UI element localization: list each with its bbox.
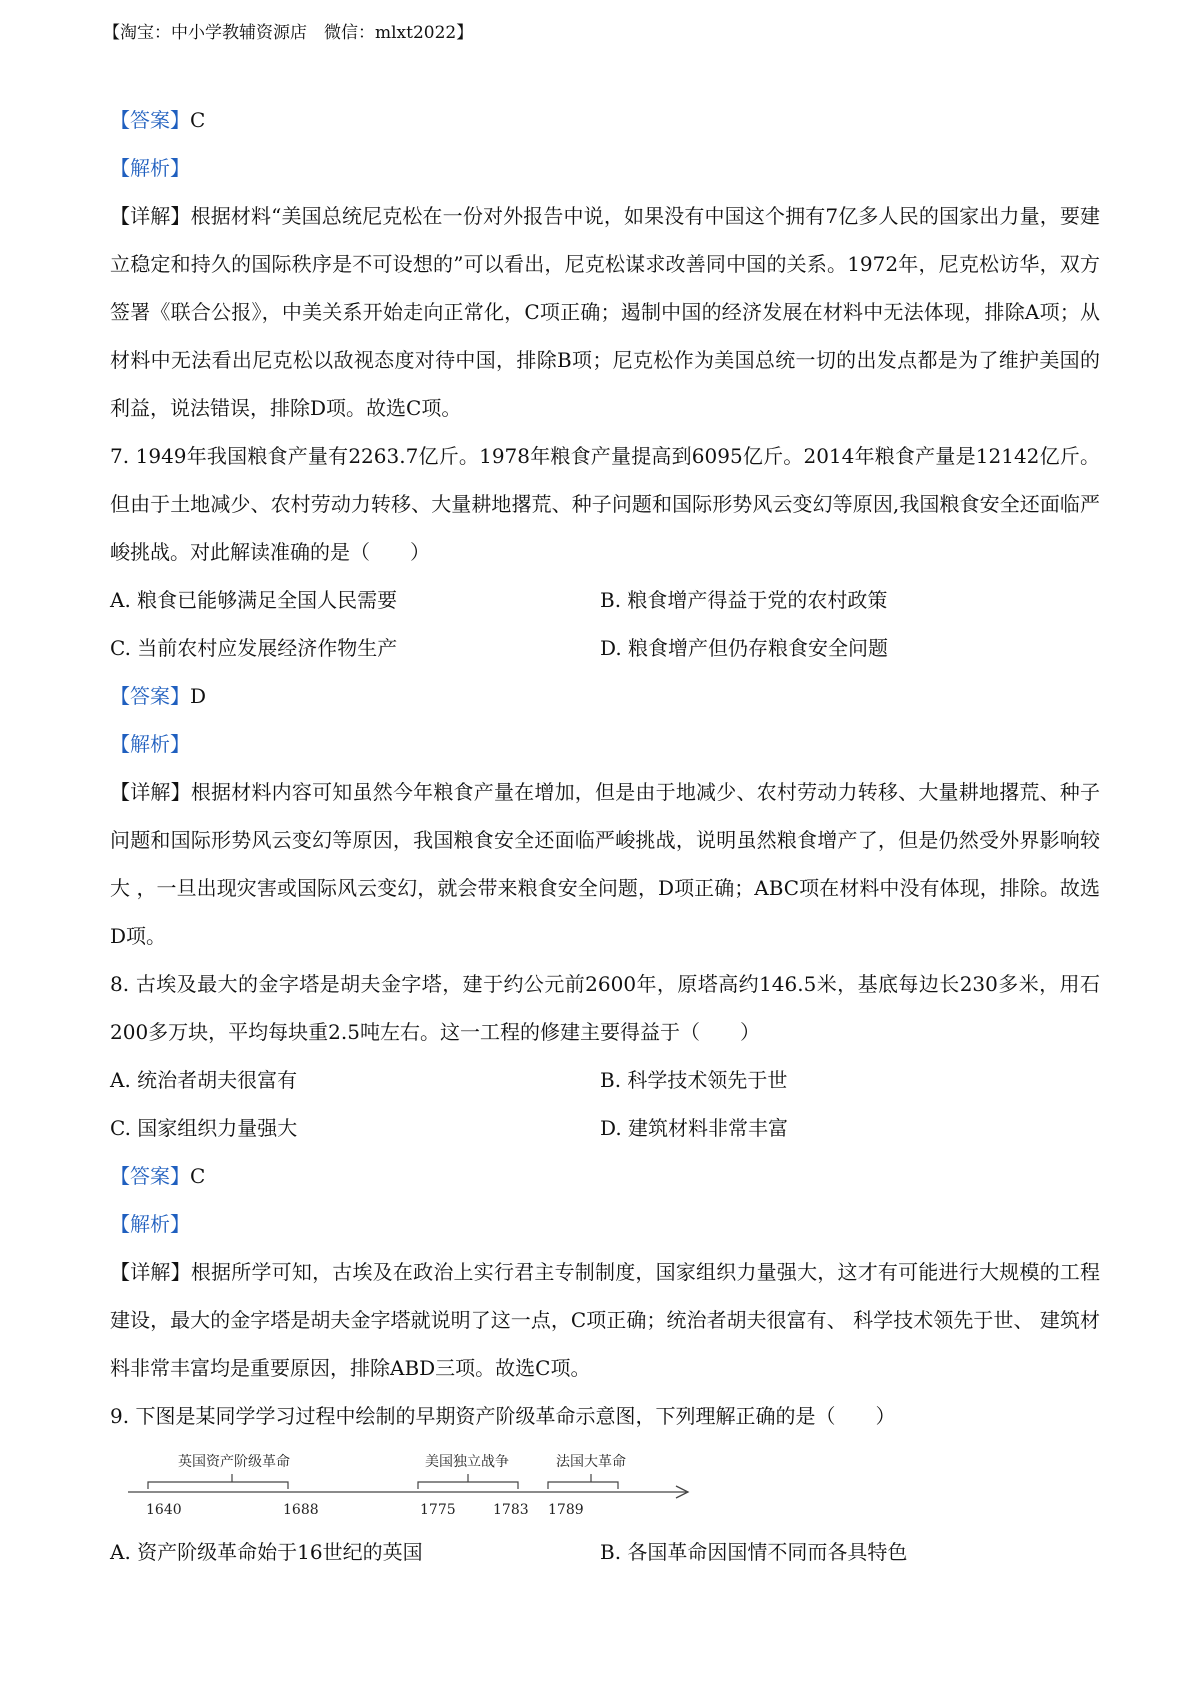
q6-analysis [110,144,1100,192]
q7-option-a: A. 粮食已能够满足全国人民需要 [110,588,398,612]
event-2-start: 1775 [420,1502,456,1518]
q8-answer [110,1152,1100,1200]
event-2-bracket [418,1482,518,1489]
event-3-start: 1789 [548,1502,584,1518]
answer-value: C [190,1164,206,1188]
revolution-timeline [110,1444,1100,1528]
answer-tag: 【答案】 [110,1164,190,1188]
answer-value: D [190,684,207,708]
q8-option-b: B. 科学技术领先于世 [600,1068,788,1092]
q8-option-a: A. 统治者胡夫很富有 [110,1068,298,1092]
analysis-tag: 【解析】 [110,1212,190,1236]
detail-tag: 【详解】 [110,204,191,228]
q9-option-b: B. 各国革命因国情不同而各具特色 [600,1540,908,1564]
q8-option-d: D. 建筑材料非常丰富 [600,1116,789,1140]
event-1-end: 1688 [283,1502,319,1518]
q8-stem: 8. 古埃及最大的金字塔是胡夫金字塔，建于约公元前2600年，原塔高约146.5米，基底每边长230多米，用石200多万块，平均每块重2.5吨左右。这一工程的修建主要得益于（ ） [110,972,1100,1044]
q9-stem: 9. 下图是某同学学习过程中绘制的早期资产阶级革命示意图，下列理解正确的是（ ） [110,1404,896,1428]
page-header: 【淘宝：中小学教辅资源店 微信：mlxt2022】 [103,23,474,43]
q7-stem: 7. 1949年我国粮食产量有2263.7亿斤。1978年粮食产量提高到6095亿斤。2014年粮食产量是12142亿斤。但由于土地减少、农村劳动力转移、大量耕地撂荒、种子问题和国际形势风云变幻等原因,我国粮食安全还面临严峻挑战。对此解读准确的是（ ） [110,444,1100,564]
q9-option-a: A. 资产阶级革命始于16世纪的英国 [110,1540,423,1564]
q7-options-row2 [110,624,1100,672]
answer-value: C [190,108,206,132]
event-3-label: 法国大革命 [556,1454,626,1470]
q7-options-row1 [110,576,1100,624]
event-3-bracket [548,1482,618,1489]
event-2-label: 美国独立战争 [425,1454,509,1470]
q6-detail [110,192,1100,432]
q7-option-b: B. 粮食增产得益于党的农村政策 [600,588,888,612]
detail-text: 根据材料“美国总统尼克松在一份对外报告中说，如果没有中国这个拥有7亿多人民的国家出力量，要建立稳定和持久的国际秩序是不可设想的”可以看出，尼克松谋求改善同中国的关系。1972年，尼克松访华，双方签署《联合公报》，中美关系开始走向正常化，C项正确；遏制中国的经济发展在材料中无法体现，排除A项；从材料中无法看出尼克松以敌视态度对待中国，排除B项；尼克松作为美国总统一切的出发点都是为了维护美国的利益，说法错误，排除D项。故选C项。 [110,204,1100,420]
detail-text: 根据所学可知，古埃及在政治上实行君主专制制度，国家组织力量强大，这才有可能进行大规模的工程建设，最大的金字塔是胡夫金字塔就说明了这一点，C项正确；统治者胡夫很富有、 科学技术领先于世、 建筑材料非常丰富均是重要原因，排除ABD三项。故选C项。 [110,1260,1101,1380]
detail-tag: 【详解】 [110,1260,191,1284]
answer-tag: 【答案】 [110,108,190,132]
answer-tag: 【答案】 [110,684,190,708]
timeline-diagram [128,1444,748,1528]
q7-analysis [110,720,1100,768]
detail-text: 根据材料内容可知虽然今年粮食产量在增加，但是由于地减少、农村劳动力转移、大量耕地撂荒、种子问题和国际形势风云变幻等原因，我国粮食安全还面临严峻挑战，说明虽然粮食增产了，但是仍然受外界影响较大 ，一旦出现灾害或国际风云变幻，就会带来粮食安全问题，D项正确；ABC项在材料中没有体现，排除。故选D项。 [110,780,1101,948]
q9-options-row1 [110,1528,1100,1576]
event-1-start: 1640 [146,1502,182,1518]
q7-answer [110,672,1100,720]
q7-option-d: D. 粮食增产但仍存粮食安全问题 [600,636,889,660]
event-1-bracket [148,1482,288,1489]
analysis-tag: 【解析】 [110,732,190,756]
q8-option-c: C. 国家组织力量强大 [110,1116,298,1140]
q7-detail [110,768,1100,960]
q7-option-c: C. 当前农村应发展经济作物生产 [110,636,398,660]
q6-answer [110,96,1100,144]
q8-detail [110,1248,1100,1392]
event-1-label: 英国资产阶级革命 [178,1454,290,1470]
document-body [110,96,1100,1576]
detail-tag: 【详解】 [110,780,191,804]
analysis-tag: 【解析】 [110,156,190,180]
q8-options-row1 [110,1056,1100,1104]
event-2-end: 1783 [493,1502,529,1518]
q8-options-row2 [110,1104,1100,1152]
q8-analysis [110,1200,1100,1248]
